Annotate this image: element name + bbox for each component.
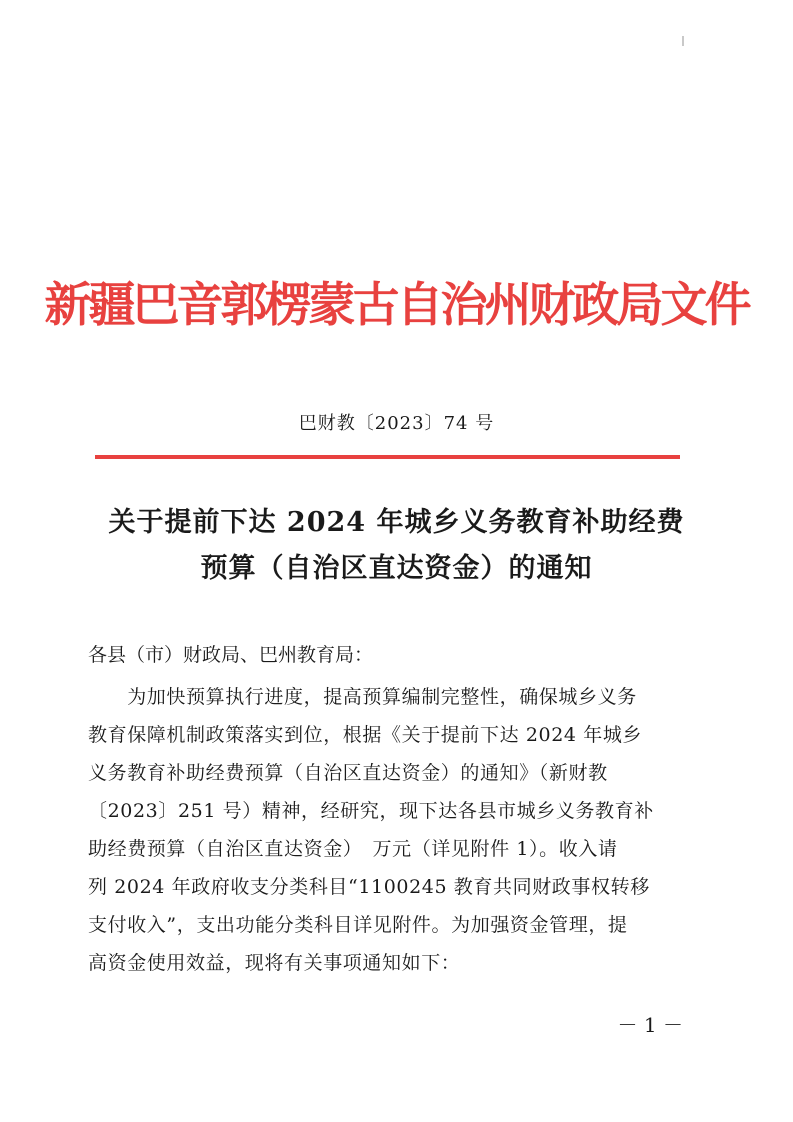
body-line: 为加快预算执行进度，提高预算编制完整性，确保城乡义务 — [88, 686, 637, 708]
page-number: － 1 － — [617, 1013, 683, 1037]
body-line: 列 2024 年政府收支分类科目“1100245 教育共同财政事权转移 — [88, 876, 650, 898]
notice-title-line: 预算（自治区直达资金）的通知 — [200, 553, 593, 584]
document-number: 巴财教〔2023〕74 号 — [298, 413, 495, 434]
notice-title-line: 关于提前下达 2024 年城乡义务教育补助经费 — [108, 507, 685, 538]
notice-title — [0, 500, 793, 592]
body-line: 义务教育补助经费预算（自治区直达资金）的通知》（新财教 — [88, 762, 608, 784]
body-line: 助经费预算（自治区直达资金） 万元（详见附件 1）。收入请 — [88, 838, 618, 860]
body-line: 教育保障机制政策落实到位，根据《关于提前下达 2024 年城乡 — [88, 724, 643, 746]
body-line: 支付收入”，支出功能分类科目详见附件。为加强资金管理，提 — [88, 914, 628, 936]
salutation: 各县（市）财政局、巴州教育局： — [88, 644, 374, 666]
body-line: 〔2023〕251 号）精神，经研究，现下达各县市城乡义务教育补 — [88, 800, 654, 822]
red-divider-line — [95, 455, 680, 459]
body-line: 高资金使用效益，现将有关事项通知如下： — [88, 952, 461, 974]
issuer-header: 新疆巴音郭楞蒙古自治州财政局文件 — [44, 278, 749, 333]
scan-mark — [682, 36, 684, 46]
